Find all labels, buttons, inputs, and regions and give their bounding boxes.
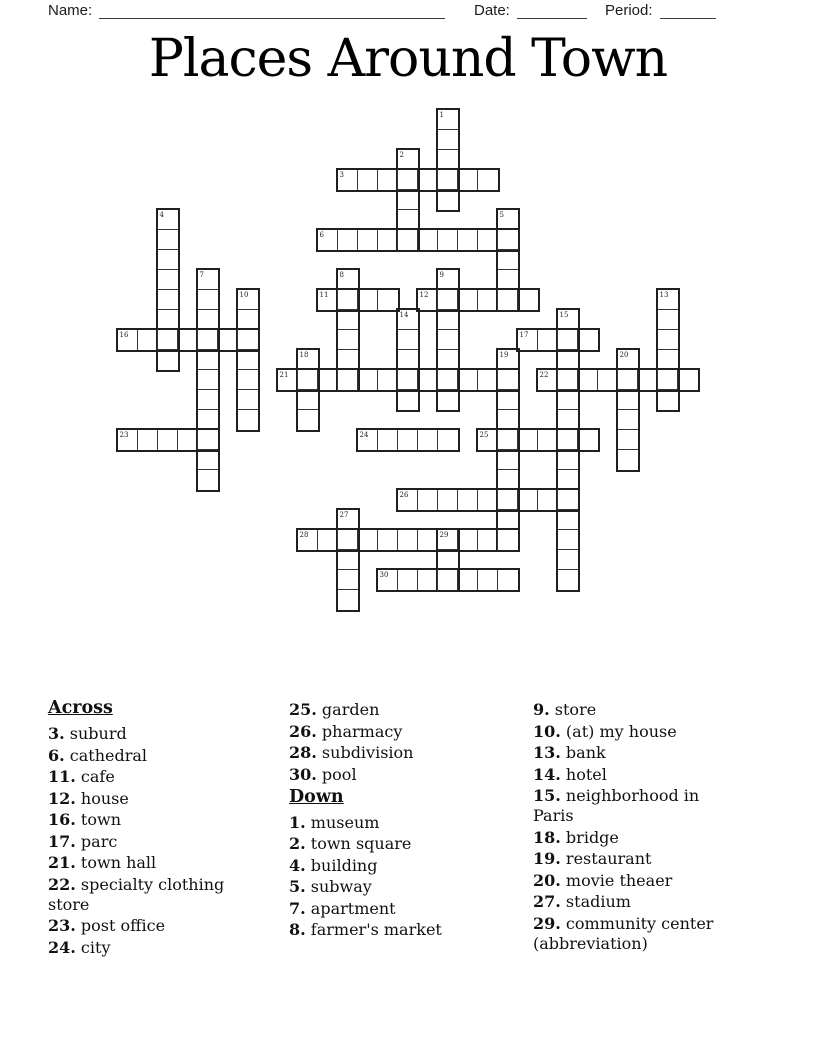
grid-cell[interactable] xyxy=(478,370,498,390)
grid-cell[interactable] xyxy=(438,170,458,190)
grid-cell[interactable] xyxy=(498,370,518,390)
cell-number-7: 7 xyxy=(199,271,204,279)
grid-cell[interactable] xyxy=(138,330,158,350)
name-label: Name: xyxy=(48,2,93,19)
word-25-across xyxy=(476,428,600,452)
cell-number-21: 21 xyxy=(279,371,289,379)
grid-cell[interactable] xyxy=(558,530,578,550)
grid-cell[interactable] xyxy=(498,230,518,250)
grid-cell[interactable] xyxy=(138,430,158,450)
clue-18: 18. bridge xyxy=(533,827,619,847)
clue-6: 6. cathedral xyxy=(48,745,148,765)
grid-cell[interactable] xyxy=(238,330,258,350)
grid-cell[interactable] xyxy=(378,430,398,450)
grid-cell[interactable] xyxy=(238,410,258,430)
grid-cell[interactable] xyxy=(418,370,438,390)
clue-28: 28. subdivision xyxy=(289,743,414,762)
clue-1: 1. museum xyxy=(289,812,380,832)
grid-cell[interactable] xyxy=(378,170,398,190)
grid-cell[interactable] xyxy=(558,330,578,350)
grid-cell[interactable] xyxy=(398,430,418,450)
grid-cell[interactable] xyxy=(398,370,418,390)
grid-cell[interactable] xyxy=(658,310,678,330)
grid-cell[interactable] xyxy=(658,390,678,410)
grid-cell[interactable] xyxy=(438,490,458,510)
clue-column-1 xyxy=(48,698,250,959)
grid-cell[interactable] xyxy=(438,370,458,390)
cell-number-2: 2 xyxy=(399,151,404,159)
grid-cell[interactable] xyxy=(618,430,638,450)
word-27-down xyxy=(336,508,360,612)
grid-cell[interactable] xyxy=(438,390,458,410)
word-24-across xyxy=(356,428,460,452)
grid-cell[interactable] xyxy=(518,490,538,510)
grid-cell[interactable] xyxy=(198,390,218,410)
cell-number-28: 28 xyxy=(299,531,309,539)
grid-cell[interactable] xyxy=(478,530,498,550)
cell-number-14: 14 xyxy=(399,311,409,319)
grid-cell[interactable] xyxy=(498,250,518,270)
grid-cell[interactable] xyxy=(438,190,458,210)
cell-number-8: 8 xyxy=(339,271,344,279)
grid-cell[interactable] xyxy=(338,590,358,610)
grid-cell[interactable] xyxy=(558,510,578,530)
grid-cell[interactable] xyxy=(358,170,378,190)
grid-cell[interactable] xyxy=(498,410,518,430)
period-label: Period: xyxy=(605,2,653,19)
cell-number-13: 13 xyxy=(659,291,669,299)
grid-cell[interactable] xyxy=(338,530,358,550)
grid-cell[interactable] xyxy=(558,450,578,470)
grid-cell[interactable] xyxy=(198,410,218,430)
grid-cell[interactable] xyxy=(158,430,178,450)
grid-cell[interactable] xyxy=(438,130,458,150)
grid-cell[interactable] xyxy=(458,230,478,250)
word-7-down xyxy=(196,268,220,492)
clue-30: 30. pool xyxy=(289,764,357,784)
grid-cell[interactable] xyxy=(358,530,378,550)
clue-29: 29. community center (abbreviation) xyxy=(533,913,714,953)
grid-cell[interactable] xyxy=(578,430,598,450)
grid-cell[interactable] xyxy=(238,310,258,330)
grid-cell[interactable] xyxy=(298,370,318,390)
grid-cell[interactable] xyxy=(198,330,218,350)
clue-23: 23. post office xyxy=(48,916,166,935)
cell-number-29: 29 xyxy=(439,531,449,539)
clue-12: 12. house xyxy=(48,788,129,808)
word-3-across xyxy=(336,168,500,192)
cell-number-26: 26 xyxy=(399,491,409,499)
grid-cell[interactable] xyxy=(498,490,518,510)
grid-cell[interactable] xyxy=(558,470,578,490)
grid-cell[interactable] xyxy=(578,330,598,350)
grid-cell[interactable] xyxy=(458,530,478,550)
grid-cell[interactable] xyxy=(338,570,358,590)
cell-number-10: 10 xyxy=(239,291,249,299)
cell-number-6: 6 xyxy=(319,231,324,239)
clue-19: 19. restaurant xyxy=(533,849,652,868)
clue-24: 24. city xyxy=(48,937,111,957)
cell-number-15: 15 xyxy=(559,311,569,319)
grid-cell[interactable] xyxy=(498,290,518,310)
grid-cell[interactable] xyxy=(338,330,358,350)
date-label: Date: xyxy=(474,2,510,19)
clue-11: 11. cafe xyxy=(48,767,115,786)
grid-cell[interactable] xyxy=(158,290,178,310)
grid-cell[interactable] xyxy=(398,230,418,250)
grid-cell[interactable] xyxy=(438,150,458,170)
grid-cell[interactable] xyxy=(238,370,258,390)
clue-21: 21. town hall xyxy=(48,853,157,872)
cell-number-17: 17 xyxy=(519,331,529,339)
grid-cell[interactable] xyxy=(158,250,178,270)
grid-cell[interactable] xyxy=(298,390,318,410)
grid-cell[interactable] xyxy=(378,230,398,250)
grid-cell[interactable] xyxy=(498,570,518,590)
grid-cell[interactable] xyxy=(178,430,198,450)
word-11-across xyxy=(316,288,400,312)
clue-column-2 xyxy=(289,700,521,942)
clue-13: 13. bank xyxy=(533,743,606,762)
grid-cell[interactable] xyxy=(558,370,578,390)
grid-cell[interactable] xyxy=(418,230,438,250)
word-12-across xyxy=(416,288,540,312)
down-heading: Down xyxy=(289,786,344,807)
grid-cell[interactable] xyxy=(618,390,638,410)
grid-cell[interactable] xyxy=(498,450,518,470)
cell-number-25: 25 xyxy=(479,431,489,439)
grid-cell[interactable] xyxy=(478,490,498,510)
grid-cell[interactable] xyxy=(198,310,218,330)
grid-cell[interactable] xyxy=(658,370,678,390)
page-title: Places Around Town xyxy=(148,29,668,89)
grid-cell[interactable] xyxy=(458,290,478,310)
clue-10: 10. (at) my house xyxy=(533,721,677,741)
grid-cell[interactable] xyxy=(438,350,458,370)
word-20-down xyxy=(616,348,640,472)
grid-cell[interactable] xyxy=(498,270,518,290)
grid-cell[interactable] xyxy=(438,310,458,330)
grid-cell[interactable] xyxy=(558,410,578,430)
grid-cell[interactable] xyxy=(478,290,498,310)
grid-cell[interactable] xyxy=(418,490,438,510)
grid-cell[interactable] xyxy=(678,370,698,390)
grid-cell[interactable] xyxy=(358,230,378,250)
clue-3: 3. suburd xyxy=(48,724,127,743)
grid-cell[interactable] xyxy=(658,330,678,350)
grid-cell[interactable] xyxy=(198,350,218,370)
word-13-down xyxy=(656,288,680,412)
grid-cell[interactable] xyxy=(378,530,398,550)
grid-cell[interactable] xyxy=(558,430,578,450)
grid-cell[interactable] xyxy=(418,430,438,450)
cell-number-5: 5 xyxy=(499,211,504,219)
word-26-across xyxy=(396,488,580,512)
grid-cell[interactable] xyxy=(238,350,258,370)
grid-cell[interactable] xyxy=(158,330,178,350)
clue-8: 8. farmer's market xyxy=(289,920,442,939)
word-28-across xyxy=(296,528,520,552)
grid-cell[interactable] xyxy=(538,490,558,510)
grid-cell[interactable] xyxy=(238,390,258,410)
grid-cell[interactable] xyxy=(578,370,598,390)
grid-cell[interactable] xyxy=(398,350,418,370)
grid-cell[interactable] xyxy=(478,230,498,250)
grid-cell[interactable] xyxy=(518,290,538,310)
cell-number-4: 4 xyxy=(159,211,164,219)
grid-cell[interactable] xyxy=(438,330,458,350)
grid-cell[interactable] xyxy=(338,370,358,390)
grid-cell[interactable] xyxy=(598,370,618,390)
grid-cell[interactable] xyxy=(398,210,418,230)
cell-number-12: 12 xyxy=(419,291,429,299)
grid-cell[interactable] xyxy=(478,570,498,590)
grid-cell[interactable] xyxy=(458,570,478,590)
cell-number-19: 19 xyxy=(499,351,509,359)
grid-cell[interactable] xyxy=(538,430,558,450)
clue-4: 4. building xyxy=(289,855,378,875)
grid-cell[interactable] xyxy=(398,390,418,410)
clue-26: 26. pharmacy xyxy=(289,721,403,741)
grid-cell[interactable] xyxy=(558,550,578,570)
grid-cell[interactable] xyxy=(438,430,458,450)
word-16-across xyxy=(116,328,260,352)
grid-cell[interactable] xyxy=(358,290,378,310)
clue-14: 14. hotel xyxy=(533,764,607,784)
cell-number-30: 30 xyxy=(379,571,389,579)
grid-cell[interactable] xyxy=(338,290,358,310)
grid-cell[interactable] xyxy=(618,370,638,390)
grid-cell[interactable] xyxy=(198,470,218,490)
clue-5: 5. subway xyxy=(289,877,372,896)
grid-cell[interactable] xyxy=(478,170,498,190)
grid-cell[interactable] xyxy=(338,550,358,570)
grid-cell[interactable] xyxy=(498,510,518,530)
grid-cell[interactable] xyxy=(378,290,398,310)
clue-27: 27. stadium xyxy=(533,892,631,911)
grid-cell[interactable] xyxy=(538,330,558,350)
cell-number-3: 3 xyxy=(339,171,344,179)
cell-number-16: 16 xyxy=(119,331,129,339)
grid-cell[interactable] xyxy=(198,430,218,450)
grid-cell[interactable] xyxy=(398,190,418,210)
clue-column-3 xyxy=(533,700,737,955)
clue-7: 7. apartment xyxy=(289,898,396,918)
grid-cell[interactable] xyxy=(458,370,478,390)
grid-cell[interactable] xyxy=(498,530,518,550)
cell-number-18: 18 xyxy=(299,351,309,359)
cell-number-23: 23 xyxy=(119,431,129,439)
cell-number-22: 22 xyxy=(539,371,549,379)
grid-cell[interactable] xyxy=(158,310,178,330)
clue-20: 20. movie theaer xyxy=(533,870,673,890)
grid-cell[interactable] xyxy=(638,370,658,390)
grid-cell[interactable] xyxy=(158,270,178,290)
clue-22: 22. specialty clothing store xyxy=(48,874,225,914)
grid-cell[interactable] xyxy=(338,350,358,370)
clue-16: 16. town xyxy=(48,810,121,829)
grid-cell[interactable] xyxy=(398,170,418,190)
word-6-across xyxy=(316,228,520,252)
clue-15: 15. neighborhood in Paris xyxy=(533,786,700,825)
grid-cell[interactable] xyxy=(218,330,238,350)
cell-number-11: 11 xyxy=(319,291,329,299)
grid-cell[interactable] xyxy=(558,390,578,410)
word-17-across xyxy=(516,328,600,352)
grid-cell[interactable] xyxy=(418,170,438,190)
grid-cell[interactable] xyxy=(438,570,458,590)
grid-cell[interactable] xyxy=(438,290,458,310)
cell-number-24: 24 xyxy=(359,431,369,439)
grid-cell[interactable] xyxy=(558,490,578,510)
cell-number-9: 9 xyxy=(439,271,444,279)
cell-number-1: 1 xyxy=(439,111,444,119)
grid-cell[interactable] xyxy=(418,570,438,590)
across-heading: Across xyxy=(48,698,113,718)
grid-cell[interactable] xyxy=(558,570,578,590)
clue-9: 9. store xyxy=(533,700,597,719)
word-21-across xyxy=(276,368,520,392)
grid-cell[interactable] xyxy=(458,490,478,510)
grid-cell[interactable] xyxy=(458,170,478,190)
grid-cell[interactable] xyxy=(398,530,418,550)
grid-cell[interactable] xyxy=(418,530,438,550)
grid-cell[interactable] xyxy=(658,350,678,370)
clue-25: 25. garden xyxy=(289,700,380,719)
word-30-across xyxy=(376,568,520,592)
grid-cell[interactable] xyxy=(398,330,418,350)
grid-cell[interactable] xyxy=(438,230,458,250)
cell-number-27: 27 xyxy=(339,511,349,519)
grid-cell[interactable] xyxy=(438,550,458,570)
word-14-down xyxy=(396,308,420,412)
word-23-across xyxy=(116,428,220,452)
grid-cell[interactable] xyxy=(318,530,338,550)
grid-cell[interactable] xyxy=(498,430,518,450)
grid-cell[interactable] xyxy=(378,370,398,390)
grid-cell[interactable] xyxy=(338,230,358,250)
grid-cell[interactable] xyxy=(618,450,638,470)
grid-cell[interactable] xyxy=(198,370,218,390)
word-1-down xyxy=(436,108,460,212)
clue-17: 17. parc xyxy=(48,831,118,851)
grid-cell[interactable] xyxy=(358,370,378,390)
grid-cell[interactable] xyxy=(158,230,178,250)
grid-cell[interactable] xyxy=(518,430,538,450)
grid-cell[interactable] xyxy=(198,450,218,470)
grid-cell[interactable] xyxy=(338,310,358,330)
grid-cell[interactable] xyxy=(398,570,418,590)
cell-number-20: 20 xyxy=(619,351,629,359)
grid-cell[interactable] xyxy=(298,410,318,430)
grid-cell[interactable] xyxy=(618,410,638,430)
word-22-across xyxy=(536,368,700,392)
clue-2: 2. town square xyxy=(289,834,412,853)
grid-cell[interactable] xyxy=(158,350,178,370)
grid-cell[interactable] xyxy=(558,350,578,370)
grid-cell[interactable] xyxy=(178,330,198,350)
grid-cell[interactable] xyxy=(198,290,218,310)
grid-cell[interactable] xyxy=(498,470,518,490)
grid-cell[interactable] xyxy=(318,370,338,390)
grid-cell[interactable] xyxy=(498,390,518,410)
word-10-down xyxy=(236,288,260,432)
